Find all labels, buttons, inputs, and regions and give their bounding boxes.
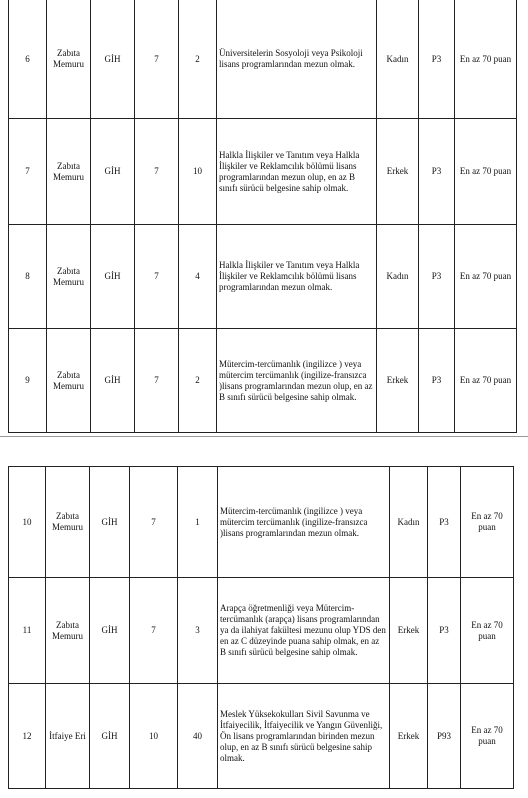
grade-cell: 10 <box>130 684 178 789</box>
count-cell: 4 <box>179 225 217 329</box>
score-type-cell: P3 <box>419 225 455 329</box>
grade-cell: 7 <box>135 225 179 329</box>
row-number: 8 <box>9 225 47 329</box>
min-score-cell: En az 70 puan <box>461 684 514 789</box>
count-cell: 3 <box>178 578 218 684</box>
min-score-cell: En az 70 puan <box>455 329 517 433</box>
requirement-cell: Mütercim-tercümanlık (ingilizce ) veya mütercim tercümanlık (ingilize-fransızca )lisans programlarından mezun olmak. <box>218 467 390 578</box>
class-cell: GİH <box>90 578 130 684</box>
score-type-cell: P93 <box>428 684 461 789</box>
row-number: 9 <box>9 329 47 433</box>
gender-cell: Erkek <box>377 329 419 433</box>
score-type-cell: P3 <box>428 467 461 578</box>
count-cell: 1 <box>178 467 218 578</box>
row-number: 7 <box>9 119 47 225</box>
min-score-cell: En az 70 puan <box>455 119 517 225</box>
row-number: 6 <box>9 0 47 119</box>
positions-table-bottom <box>8 466 514 789</box>
grade-cell: 7 <box>130 578 178 684</box>
row-number: 10 <box>9 467 46 578</box>
row-number: 11 <box>9 578 46 684</box>
table-row <box>9 684 514 789</box>
min-score-cell: En az 70 puan <box>455 0 517 119</box>
min-score-cell: En az 70 puan <box>461 578 514 684</box>
count-cell: 2 <box>179 329 217 433</box>
table-row <box>9 119 517 225</box>
gender-cell: Kadın <box>377 225 419 329</box>
gender-cell: Erkek <box>390 578 428 684</box>
row-number: 12 <box>9 684 46 789</box>
table-row <box>9 329 517 433</box>
grade-cell: 7 <box>135 0 179 119</box>
position-title: Zabıta Memuru <box>47 329 91 433</box>
table-row <box>9 225 517 329</box>
position-title: Zabıta Memuru <box>46 578 90 684</box>
position-title: Zabıta Memuru <box>47 119 91 225</box>
gender-cell: Erkek <box>390 684 428 789</box>
count-cell: 10 <box>179 119 217 225</box>
position-title: Zabıta Memuru <box>47 0 91 119</box>
class-cell: GİH <box>90 684 130 789</box>
class-cell: GİH <box>91 225 135 329</box>
table-row <box>9 0 517 119</box>
class-cell: GİH <box>91 119 135 225</box>
requirement-cell: Mütercim-tercümanlık (ingilizce ) veya mütercim tercümanlık (ingilize-fransızca )lisans programlarından mezun olup, en az B sınıfı sürücü belgesine sahip olmak. <box>217 329 377 433</box>
requirement-cell: Arapça öğretmenliği veya Mütercim-tercümanlık (arapça) lisans programlarından ya da ilahiyat fakültesi mezunu olup YDS den en az C düzeyinde puana sahip olmak, en az B sınıfı sürücü belgesine sahip olmak. <box>218 578 390 684</box>
count-cell: 40 <box>178 684 218 789</box>
gender-cell: Kadın <box>377 0 419 119</box>
table-row <box>9 467 514 578</box>
gender-cell: Erkek <box>377 119 419 225</box>
class-cell: GİH <box>90 467 130 578</box>
min-score-cell: En az 70 puan <box>455 225 517 329</box>
requirement-cell: Meslek Yüksekokulları Sivil Savunma ve İtfaiyecilik, İtfaiyecilik ve Yangın Güvenliği, Ön lisans programlarından birinden mezun olup, en az B sınıfı sürücü belgesine sahip olmak. <box>218 684 390 789</box>
gender-cell: Kadın <box>390 467 428 578</box>
count-cell: 2 <box>179 0 217 119</box>
min-score-cell: En az 70 puan <box>461 467 514 578</box>
grade-cell: 7 <box>135 119 179 225</box>
class-cell: GİH <box>91 329 135 433</box>
position-title: Zabıta Memuru <box>46 467 90 578</box>
grade-cell: 7 <box>135 329 179 433</box>
class-cell: GİH <box>91 0 135 119</box>
positions-table-top <box>8 0 517 433</box>
position-title: Zabıta Memuru <box>47 225 91 329</box>
requirement-cell: Halkla İlişkiler ve Tanıtım veya Halkla İlişkiler ve Reklamcılık bölümü lisans programlarından mezun olup, en az B sınıfı sürücü belgesine sahip olmak. <box>217 119 377 225</box>
requirement-cell: Halkla İlişkiler ve Tanıtım veya Halkla İlişkiler ve Reklamcılık bölümü lisans programlarından mezun olmak. <box>217 225 377 329</box>
score-type-cell: P3 <box>428 578 461 684</box>
score-type-cell: P3 <box>419 119 455 225</box>
grade-cell: 7 <box>130 467 178 578</box>
score-type-cell: P3 <box>419 0 455 119</box>
score-type-cell: P3 <box>419 329 455 433</box>
divider <box>0 436 528 437</box>
position-title: İtfaiye Eri <box>46 684 90 789</box>
table-row <box>9 578 514 684</box>
requirement-cell: Üniversitelerin Sosyoloji veya Psikoloji lisans programlarından mezun olmak. <box>217 0 377 119</box>
